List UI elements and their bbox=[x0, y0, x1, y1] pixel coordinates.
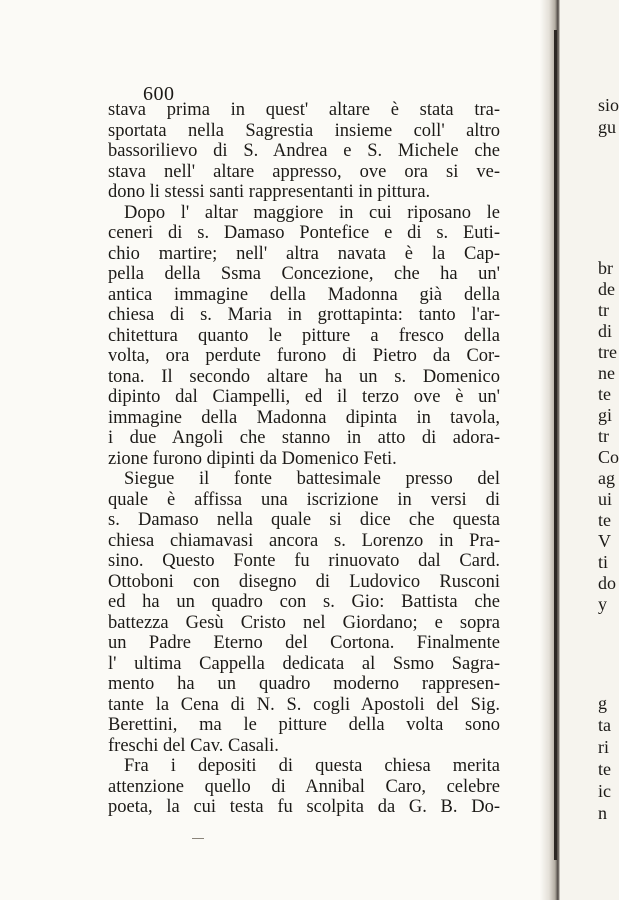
facing-page-fragment: do bbox=[598, 573, 616, 593]
text-line: zione furono dipinti da Domenico Feti. bbox=[108, 448, 397, 469]
text-line: dipinto dal Ciampelli, ed il terzo ove è un' bbox=[108, 387, 500, 407]
text-line: pella della Ssma Concezione, che ha un' bbox=[108, 264, 500, 284]
text-line: stava nell' altare appresso, ove ora si ve- bbox=[108, 161, 500, 182]
facing-page-fragment: gu bbox=[598, 117, 616, 137]
text-line: ceneri di s. Damaso Pontefice e di s. Euti- bbox=[108, 223, 500, 243]
facing-page-fragment: ui bbox=[598, 489, 613, 509]
facing-page-fragment: tr bbox=[598, 300, 609, 320]
facing-page-fragment: g bbox=[598, 693, 607, 713]
text-line: Ottoboni con disegno di Ludovico Rusconi bbox=[108, 571, 500, 592]
facing-page-fragment: n bbox=[598, 803, 607, 823]
facing-page-fragment: ag bbox=[598, 468, 615, 488]
text-line: un Padre Eterno del Cortona. Finalmente bbox=[108, 633, 500, 653]
text-line: poeta, la cui testa fu scolpita da G. B. Do- bbox=[108, 797, 500, 817]
text-line: Fra i depositi di questa chiesa merita bbox=[124, 756, 500, 776]
text-line: sino. Questo Fonte fu rinuovato dal Card. bbox=[108, 551, 500, 571]
facing-page-fragment: br bbox=[598, 258, 613, 278]
text-line: ed ha un quadro con s. Gio: Battista che bbox=[108, 592, 500, 612]
facing-page-fragment: de bbox=[598, 279, 615, 299]
text-line: s. Damaso nella quale si dice che questa bbox=[108, 510, 500, 530]
text-line: chio martire; nell' altra navata è la Cap- bbox=[108, 243, 500, 264]
text-line: bassorilievo di S. Andrea e S. Michele che bbox=[108, 141, 500, 161]
text-line: tona. Il secondo altare ha un s. Domenico bbox=[108, 366, 500, 387]
text-line: l' ultima Cappella dedicata al Ssmo Sagra- bbox=[108, 653, 500, 674]
text-line: quale è affissa una iscrizione in versi di bbox=[108, 489, 500, 510]
facing-page-fragment: tre bbox=[598, 342, 617, 362]
binding-edge bbox=[554, 30, 557, 860]
text-line: Berettini, ma le pitture della volta sono bbox=[108, 715, 500, 735]
facing-page-fragment: Co bbox=[598, 447, 619, 467]
text-line: i due Angoli che stanno in atto di adora- bbox=[108, 428, 500, 448]
text-line: mento ha un quadro moderno rappresen- bbox=[108, 674, 500, 694]
text-line: attenzione quello di Annibal Caro, celebre bbox=[108, 776, 500, 797]
text-line: battezza Gesù Cristo nel Giordano; e sopra bbox=[108, 612, 500, 633]
facing-page-fragment: ti bbox=[598, 552, 609, 572]
facing-page-fragment: V bbox=[598, 531, 611, 551]
facing-page-fragment: y bbox=[598, 594, 607, 614]
printer-mark bbox=[192, 838, 204, 839]
facing-page-fragment: tr bbox=[598, 426, 609, 446]
facing-page-fragment: sio bbox=[598, 95, 619, 115]
text-line: tante la Cena di N. S. cogli Apostoli del Sig. bbox=[108, 694, 500, 715]
text-line: dono li stessi santi rappresentanti in pittura. bbox=[108, 182, 431, 202]
facing-page-fragment: gi bbox=[598, 405, 613, 425]
text-line: freschi del Cav. Casali. bbox=[108, 735, 279, 756]
text-line: immagine della Madonna dipinta in tavola, bbox=[108, 407, 500, 428]
text-line: sportata nella Sagrestia insieme coll' altro bbox=[108, 120, 500, 141]
text-line: chiesa di s. Maria in grottapinta: tanto l'ar- bbox=[108, 305, 500, 325]
facing-page-fragment: te bbox=[598, 384, 611, 404]
text-line: antica immagine della Madonna già della bbox=[108, 284, 500, 305]
text-line: Dopo l' altar maggiore in cui riposano le bbox=[124, 202, 500, 223]
book-gutter bbox=[540, 0, 560, 900]
text-line: Siegue il fonte battesimale presso del bbox=[124, 469, 500, 489]
page-number: 600 bbox=[143, 83, 175, 105]
text-line: chitettura quanto le pitture a fresco della bbox=[108, 325, 500, 346]
text-line: volta, ora perdute furono di Pietro da Cor- bbox=[108, 346, 500, 366]
text-line: stava prima in quest' altare è stata tra- bbox=[108, 100, 500, 120]
facing-page-fragment: ne bbox=[598, 363, 615, 383]
facing-page-fragment: te bbox=[598, 510, 611, 530]
facing-page-fragment: ta bbox=[598, 715, 611, 735]
body-text bbox=[108, 100, 500, 818]
facing-page-edge bbox=[560, 0, 619, 900]
facing-page-fragment: ic bbox=[598, 781, 611, 801]
facing-page-fragment: te bbox=[598, 759, 611, 779]
facing-page-fragment: ri bbox=[598, 737, 609, 757]
text-line: chiesa chiamavasi ancora s. Lorenzo in Pra- bbox=[108, 530, 500, 551]
facing-page-fragment: di bbox=[598, 321, 613, 341]
